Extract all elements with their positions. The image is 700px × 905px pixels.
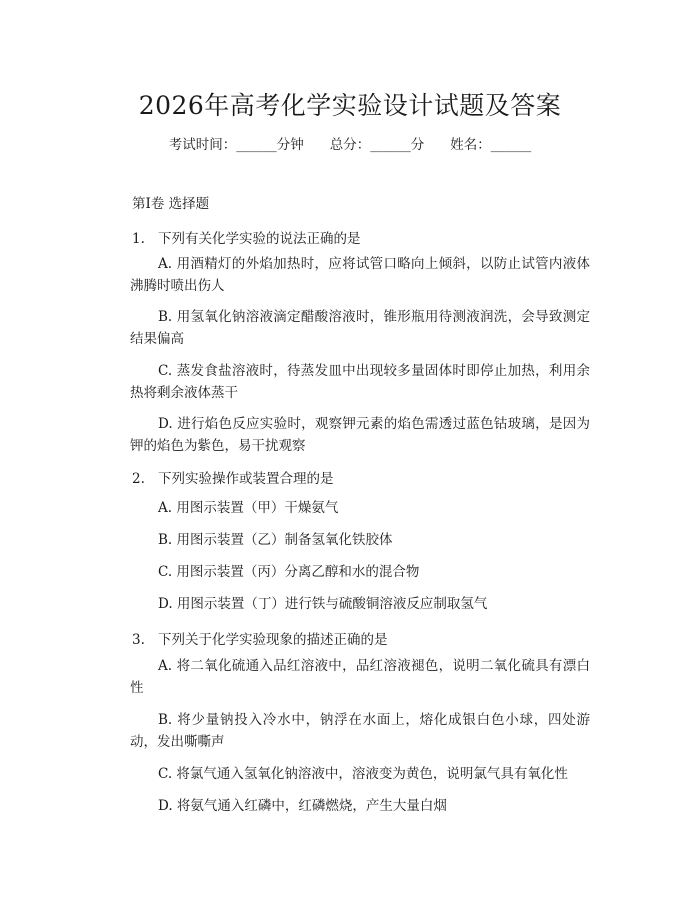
- exam-score: 总分：______分: [329, 137, 425, 153]
- question-number: 3.: [132, 632, 145, 648]
- question-number: 2.: [132, 471, 145, 487]
- exam-meta: [0, 133, 700, 153]
- option-1d: D. 进行焰色反应实验时，观察钾元素的焰色需透过蓝色钴玻璃，是因为钾的焰色为紫色，易干扰观察: [130, 416, 590, 454]
- option-1a: A. 用酒精灯的外焰加热时，应将试管口略向上倾斜，以防止试管内液体沸腾时喷出伤人: [130, 256, 590, 294]
- section-heading: 第Ⅰ卷 选择题: [132, 196, 210, 212]
- option-2b: B. 用图示装置（乙）制备氢氧化铁胶体: [158, 532, 393, 548]
- question-stem: 下列有关化学实验的说法正确的是: [158, 231, 361, 247]
- option-3d: D. 将氨气通入红磷中，红磷燃烧，产生大量白烟: [158, 798, 447, 814]
- option-2a: A. 用图示装置（甲）干燥氨气: [158, 500, 339, 516]
- option-3c: C. 将氯气通入氢氧化钠溶液中，溶液变为黄色，说明氯气具有氧化性: [158, 766, 568, 782]
- option-3b: B. 将少量钠投入冷水中，钠浮在水面上，熔化成银白色小球，四处游动，发出嘶嘶声: [130, 712, 590, 750]
- question-stem: 下列实验操作或装置合理的是: [158, 471, 334, 487]
- question-2: [132, 467, 334, 487]
- option-2c: C. 用图示装置（丙）分离乙醇和水的混合物: [158, 564, 420, 580]
- question-stem: 下列关于化学实验现象的描述正确的是: [158, 632, 388, 648]
- option-3a: A. 将二氧化硫通入品红溶液中，品红溶液褪色，说明二氧化硫具有漂白性: [130, 658, 590, 696]
- question-3: [132, 628, 388, 648]
- exam-time: 考试时间：______分钟: [168, 137, 304, 153]
- option-1b: B. 用氢氧化钠溶液滴定醋酸溶液时，锥形瓶用待测液润洗，会导致测定结果偏高: [130, 309, 590, 347]
- option-2d: D. 用图示装置（丁）进行铁与硫酸铜溶液反应制取氢气: [158, 596, 488, 612]
- question-1: [132, 227, 361, 247]
- option-1c: C. 蒸发食盐溶液时，待蒸发皿中出现较多量固体时即停止加热，利用余热将剩余液体蒸干: [130, 363, 590, 401]
- student-name: 姓名：______: [450, 137, 532, 153]
- question-number: 1.: [132, 231, 145, 247]
- page-title: 2026年高考化学实验设计试题及答案: [138, 91, 562, 120]
